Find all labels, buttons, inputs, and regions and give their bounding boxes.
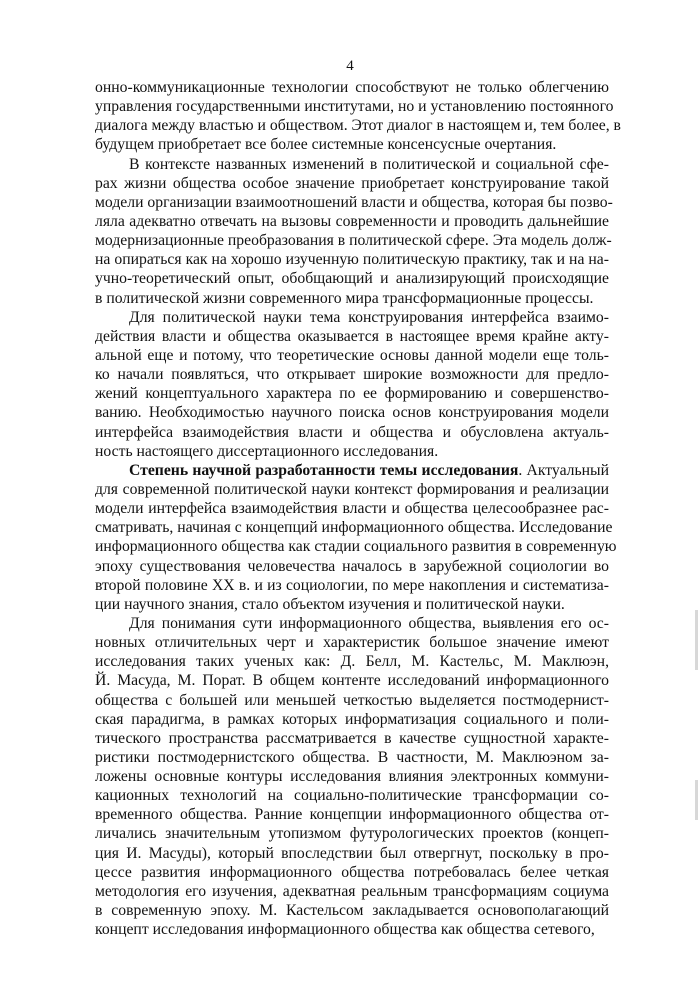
- text-line: [95, 461, 609, 480]
- text-line: рах жизни общества особое значение приобретает конструирование такой: [95, 174, 609, 192]
- text-line: ции научного знания, стало объектом изучения и политической науки.: [95, 595, 565, 613]
- text-line: концепт исследования информационного общества как общества сетевого,: [95, 921, 595, 939]
- text-line: тического пространства рассматривается в качестве сущностной характе-: [95, 729, 609, 747]
- section-heading: Степень научной разработанности темы исследования: [129, 461, 519, 479]
- text-line: информационного общества как стадии социального развития в современную: [95, 538, 617, 556]
- text-line: Й. Масуда, М. Порат. В общем контенте исследований информационного: [95, 672, 609, 690]
- text-line: в политической жизни современного мира трансформационные процессы.: [95, 289, 594, 307]
- text-line: управления государственными институтами, но и установлению постоянного: [95, 98, 614, 116]
- text-line: эпоху существования человечества началось в зарубежной социологии во: [95, 557, 609, 575]
- text-line: в современную эпоху. М. Кастельсом закладывается основополагающий: [95, 902, 609, 920]
- text-line: временного общества. Ранние концепции информационного общества от-: [95, 806, 609, 824]
- text-line: модернизационные преобразования в политической сфере. Эта модель долж-: [95, 232, 612, 250]
- text-line: интерфейса взаимодействия власти и общества и обусловлена актуаль-: [95, 423, 609, 441]
- text-line: ложены основные контуры исследования влияния электронных коммуни-: [95, 768, 609, 786]
- text-line: В контексте названных изменений в политической и социальной сфе-: [129, 155, 609, 173]
- text-line: методология его изучения, адекватная реальным трансформациям социума: [95, 882, 609, 900]
- text-fragment: . Актуальный: [518, 461, 609, 479]
- text-line: действия власти и общества оказывается в настоящее время крайне акту-: [95, 327, 609, 345]
- text-line: ляла адекватно отвечать на вызовы современности и проводить дальнейшие: [95, 212, 609, 230]
- text-line: учно-теоретический опыт, обобщающий и анализирующий происходящие: [95, 270, 609, 288]
- text-line: личались значительным утопизмом футурологических проектов (концеп-: [95, 825, 609, 843]
- text-line: ристики постмодернистского общества. В частности, М. Маклюэном за-: [95, 748, 609, 766]
- text-line: второй половине XX в. и из социологии, по мере накопления и систематиза-: [95, 576, 609, 594]
- text-line: жений концептуального характера по ее формированию и совершенство-: [95, 385, 609, 403]
- text-line: ская парадигма, в рамках которых информатизация социального и поли-: [95, 710, 609, 728]
- text-line: ванию. Необходимостью научного поиска основ конструирования модели: [95, 404, 609, 422]
- text-line: альной еще и потому, что теоретические основы данной модели еще толь-: [95, 346, 609, 364]
- text-line: сматривать, начиная с концепций информационного общества. Исследование: [95, 519, 613, 537]
- text-line: онно-коммуникационные технологии способствуют не только облегчению: [95, 79, 609, 96]
- text-line: новных отличительных черт и характеристик большое значение имеют: [95, 634, 609, 652]
- text-line: цессе развития информационного общества потребовалась белее четкая: [95, 863, 609, 881]
- text-line: на опираться как на хорошо изученную политическую практику, так и на на-: [95, 251, 609, 269]
- body-text: [95, 78, 621, 939]
- text-line: ция И. Масуды), который впоследствии был отвергнут, поскольку в про-: [95, 844, 609, 862]
- text-line: ко начали появляться, что открывает широкие возможности для предло-: [95, 366, 609, 384]
- text-line: будущем приобретает все более системные консенсусные очертания.: [95, 136, 557, 154]
- page-number: 4: [346, 58, 354, 74]
- text-line: диалога между властью и обществом. Этот диалог в настоящем и, тем более, в: [95, 117, 621, 135]
- text-line: ность настоящего диссертационного исследования.: [95, 442, 439, 460]
- text-line: модели интерфейса взаимодействия власти и общества целесообразнее рас-: [95, 500, 609, 518]
- text-line: Для политической науки тема конструирования интерфейса взаимо-: [129, 308, 609, 326]
- text-line: исследования таких ученых как: Д. Белл, М. Кастельс, М. Маклюэн,: [95, 653, 609, 671]
- text-line: общества с большей или меньшей четкостью выделяется постмодернист-: [95, 691, 609, 709]
- scan-edge-mark: [695, 780, 698, 820]
- text-line: Для понимания сути информационного общества, выявления его ос-: [129, 614, 609, 632]
- scan-edge-mark: [695, 610, 698, 670]
- text-line: для современной политической науки контекст формирования и реализации: [95, 480, 609, 498]
- text-line: кационных технологий на социально-политические трансформации со-: [95, 787, 609, 805]
- text-line: модели организации взаимоотношений власти и общества, которая бы позво-: [95, 193, 613, 211]
